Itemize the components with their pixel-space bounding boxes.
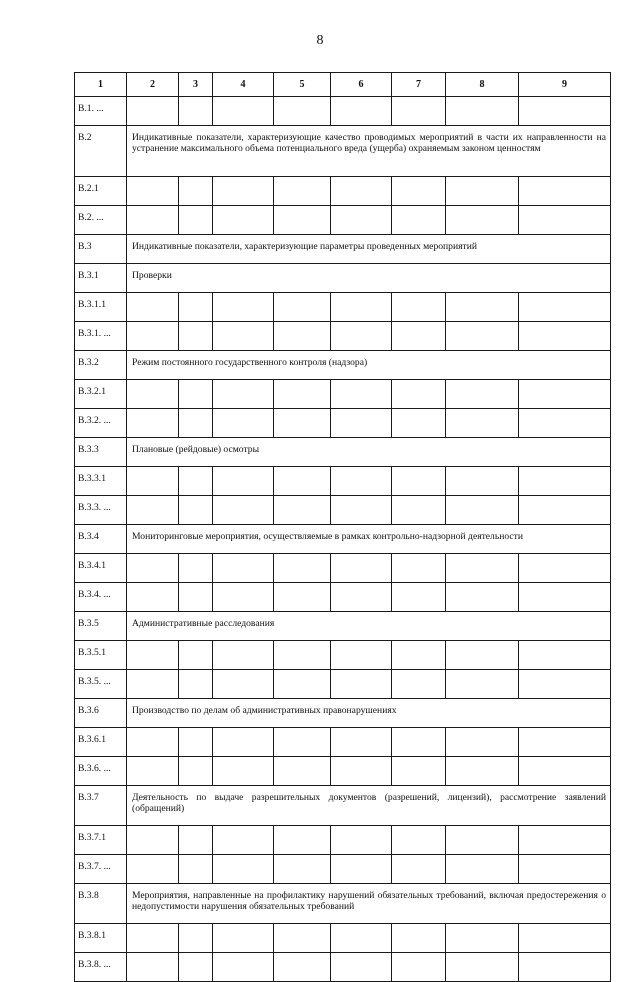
table-cell <box>274 953 331 982</box>
row-code: В.3.8 <box>75 884 127 924</box>
table-row <box>75 641 611 670</box>
table-cell <box>179 826 213 855</box>
table-cell <box>331 177 392 206</box>
table-cell <box>213 670 274 699</box>
table-cell <box>213 757 274 786</box>
table-cell <box>446 924 519 953</box>
table-cell <box>519 322 611 351</box>
page-number: 8 <box>316 33 324 48</box>
table-cell <box>519 924 611 953</box>
table-cell <box>331 380 392 409</box>
section-title: Индикативные показатели, характеризующие качество проводимых мероприятий в части их направленности на устранение максимального объема потенциального вреда (ущерба) охраняемым законом ценностям <box>127 126 611 177</box>
section-row <box>75 438 611 467</box>
table-cell <box>274 855 331 884</box>
table-cell <box>274 641 331 670</box>
column-header: 6 <box>331 73 392 97</box>
table-cell <box>127 728 179 757</box>
row-code: В.3.5 <box>75 612 127 641</box>
row-code: В.1. ... <box>75 97 127 126</box>
table-cell <box>213 496 274 525</box>
table-cell <box>179 641 213 670</box>
row-code: В.3.3. ... <box>75 496 127 525</box>
table-cell <box>179 322 213 351</box>
row-code: В.3.3.1 <box>75 467 127 496</box>
table-cell <box>392 380 446 409</box>
table-cell <box>519 670 611 699</box>
table-cell <box>274 583 331 612</box>
indicators-table <box>74 72 611 982</box>
table-cell <box>446 322 519 351</box>
table-cell <box>519 380 611 409</box>
table-cell <box>446 409 519 438</box>
column-header: 4 <box>213 73 274 97</box>
table-cell <box>519 554 611 583</box>
table-cell <box>127 467 179 496</box>
table-cell <box>331 728 392 757</box>
table-cell <box>274 97 331 126</box>
table-cell <box>179 206 213 235</box>
table-cell <box>331 293 392 322</box>
table-cell <box>274 826 331 855</box>
table-cell <box>213 826 274 855</box>
table-cell <box>331 322 392 351</box>
table-cell <box>213 177 274 206</box>
table-cell <box>392 728 446 757</box>
table-cell <box>331 826 392 855</box>
table-row <box>75 924 611 953</box>
table-cell <box>179 757 213 786</box>
table-body <box>75 73 611 982</box>
table-cell <box>274 496 331 525</box>
row-code: В.2.1 <box>75 177 127 206</box>
section-row <box>75 351 611 380</box>
table-cell <box>127 409 179 438</box>
row-code: В.3.7 <box>75 786 127 826</box>
table-cell <box>446 380 519 409</box>
section-title: Деятельность по выдаче разрешительных документов (разрешений, лицензий), рассмотрение заявлений (обращений) <box>127 786 611 826</box>
section-row <box>75 525 611 554</box>
table-cell <box>519 177 611 206</box>
table-cell <box>446 670 519 699</box>
table-cell <box>519 757 611 786</box>
table-cell <box>213 924 274 953</box>
table-cell <box>392 322 446 351</box>
table-cell <box>392 826 446 855</box>
table-cell <box>446 554 519 583</box>
table-cell <box>127 177 179 206</box>
table-cell <box>392 409 446 438</box>
row-code: В.3.4 <box>75 525 127 554</box>
table-cell <box>274 293 331 322</box>
row-code: В.3.6.1 <box>75 728 127 757</box>
table-cell <box>127 757 179 786</box>
table-row <box>75 177 611 206</box>
section-title: Производство по делам об административных правонарушениях <box>127 699 611 728</box>
table-row <box>75 97 611 126</box>
table-cell <box>331 97 392 126</box>
table-cell <box>392 496 446 525</box>
row-code: В.3.6 <box>75 699 127 728</box>
table-cell <box>519 855 611 884</box>
table-cell <box>179 380 213 409</box>
row-code: В.3.4.1 <box>75 554 127 583</box>
table-cell <box>274 670 331 699</box>
section-title: Проверки <box>127 264 611 293</box>
table-cell <box>179 177 213 206</box>
row-code: В.3.1 <box>75 264 127 293</box>
table-cell <box>127 322 179 351</box>
table-cell <box>274 206 331 235</box>
table-cell <box>446 757 519 786</box>
row-code: В.3.5. ... <box>75 670 127 699</box>
table-cell <box>213 293 274 322</box>
row-code: В.3.2.1 <box>75 380 127 409</box>
table-cell <box>274 757 331 786</box>
table-cell <box>519 728 611 757</box>
table-cell <box>274 467 331 496</box>
table-cell <box>179 924 213 953</box>
column-header: 5 <box>274 73 331 97</box>
table-cell <box>392 641 446 670</box>
section-row <box>75 884 611 924</box>
table-cell <box>331 757 392 786</box>
table-cell <box>213 322 274 351</box>
table-cell <box>392 554 446 583</box>
row-code: В.3.2. ... <box>75 409 127 438</box>
section-title: Индикативные показатели, характеризующие параметры проведенных мероприятий <box>127 235 611 264</box>
table-cell <box>179 409 213 438</box>
table-cell <box>213 953 274 982</box>
table-cell <box>179 670 213 699</box>
table-cell <box>392 206 446 235</box>
table-row <box>75 409 611 438</box>
table-cell <box>519 467 611 496</box>
section-row <box>75 699 611 728</box>
row-code: В.3.1.1 <box>75 293 127 322</box>
table-row <box>75 953 611 982</box>
table-row <box>75 583 611 612</box>
row-code: В.3.7.1 <box>75 826 127 855</box>
section-title: Мероприятия, направленные на профилактику нарушений обязательных требований, включая предостережения о недопустимости нарушения обязательных требований <box>127 884 611 924</box>
table-cell <box>331 206 392 235</box>
table-cell <box>213 641 274 670</box>
table-cell <box>446 641 519 670</box>
table-cell <box>392 293 446 322</box>
table-row <box>75 855 611 884</box>
table-cell <box>213 97 274 126</box>
table-cell <box>179 496 213 525</box>
row-code: В.3.3 <box>75 438 127 467</box>
table-cell <box>179 855 213 884</box>
table-cell <box>127 924 179 953</box>
row-code: В.3.8. ... <box>75 953 127 982</box>
table-cell <box>392 757 446 786</box>
row-code: В.3.8.1 <box>75 924 127 953</box>
table-cell <box>179 97 213 126</box>
table-header-row <box>75 73 611 97</box>
table-cell <box>331 641 392 670</box>
table-row <box>75 380 611 409</box>
table-cell <box>213 409 274 438</box>
table-row <box>75 496 611 525</box>
table-cell <box>179 293 213 322</box>
table-cell <box>331 670 392 699</box>
table-cell <box>331 467 392 496</box>
table-row <box>75 467 611 496</box>
table-cell <box>392 855 446 884</box>
section-row <box>75 786 611 826</box>
table-cell <box>446 97 519 126</box>
table-cell <box>519 293 611 322</box>
table-cell <box>274 409 331 438</box>
table-cell <box>446 855 519 884</box>
table-cell <box>331 496 392 525</box>
table-cell <box>446 293 519 322</box>
table-cell <box>127 293 179 322</box>
table-cell <box>213 554 274 583</box>
table-cell <box>127 641 179 670</box>
row-code: В.3.2 <box>75 351 127 380</box>
table-cell <box>446 728 519 757</box>
table-cell <box>127 554 179 583</box>
table-cell <box>331 953 392 982</box>
section-row <box>75 126 611 177</box>
table-cell <box>519 953 611 982</box>
column-header: 9 <box>519 73 611 97</box>
column-header: 8 <box>446 73 519 97</box>
section-row <box>75 235 611 264</box>
table-cell <box>274 554 331 583</box>
table-row <box>75 206 611 235</box>
section-title: Мониторинговые мероприятия, осуществляемые в рамках контрольно-надзорной деятельности <box>127 525 611 554</box>
column-header: 2 <box>127 73 179 97</box>
column-header: 3 <box>179 73 213 97</box>
table-cell <box>179 728 213 757</box>
table-cell <box>446 583 519 612</box>
column-header: 7 <box>392 73 446 97</box>
table-cell <box>127 583 179 612</box>
table-cell <box>446 467 519 496</box>
table-cell <box>519 97 611 126</box>
table-cell <box>274 728 331 757</box>
table-row <box>75 293 611 322</box>
table-cell <box>127 206 179 235</box>
table-cell <box>274 380 331 409</box>
row-code: В.2. ... <box>75 206 127 235</box>
table-cell <box>127 670 179 699</box>
table-cell <box>179 583 213 612</box>
table-cell <box>274 924 331 953</box>
table-cell <box>213 583 274 612</box>
table-cell <box>331 924 392 953</box>
table-cell <box>392 924 446 953</box>
table-row <box>75 826 611 855</box>
table-cell <box>127 953 179 982</box>
table-cell <box>519 826 611 855</box>
table-cell <box>179 953 213 982</box>
table-cell <box>519 409 611 438</box>
section-row <box>75 612 611 641</box>
table-cell <box>392 670 446 699</box>
row-code: В.3.5.1 <box>75 641 127 670</box>
table-row <box>75 322 611 351</box>
table-cell <box>213 855 274 884</box>
row-code: В.2 <box>75 126 127 177</box>
table-cell <box>519 641 611 670</box>
table-cell <box>213 467 274 496</box>
table-cell <box>446 206 519 235</box>
table-row <box>75 670 611 699</box>
table-cell <box>331 554 392 583</box>
row-code: В.3.4. ... <box>75 583 127 612</box>
table-row <box>75 554 611 583</box>
table-cell <box>127 826 179 855</box>
section-row <box>75 264 611 293</box>
table-cell <box>274 177 331 206</box>
table-cell <box>392 583 446 612</box>
table-cell <box>213 728 274 757</box>
table-cell <box>446 953 519 982</box>
table-cell <box>274 322 331 351</box>
section-title: Режим постоянного государственного контроля (надзора) <box>127 351 611 380</box>
table-row <box>75 757 611 786</box>
table-cell <box>331 583 392 612</box>
table-cell <box>179 467 213 496</box>
table-cell <box>392 467 446 496</box>
table-cell <box>127 855 179 884</box>
table-cell <box>446 826 519 855</box>
row-code: В.3 <box>75 235 127 264</box>
table-cell <box>446 496 519 525</box>
column-header: 1 <box>75 73 127 97</box>
table-cell <box>331 855 392 884</box>
table-cell <box>179 554 213 583</box>
table-cell <box>127 496 179 525</box>
row-code: В.3.7. ... <box>75 855 127 884</box>
table-cell <box>213 380 274 409</box>
table-cell <box>213 206 274 235</box>
table-cell <box>392 97 446 126</box>
section-title: Административные расследования <box>127 612 611 641</box>
table-cell <box>331 409 392 438</box>
table-cell <box>446 177 519 206</box>
table-cell <box>392 953 446 982</box>
row-code: В.3.6. ... <box>75 757 127 786</box>
row-code: В.3.1. ... <box>75 322 127 351</box>
table-cell <box>519 496 611 525</box>
table-cell <box>519 206 611 235</box>
table-cell <box>519 583 611 612</box>
section-title: Плановые (рейдовые) осмотры <box>127 438 611 467</box>
table-cell <box>127 97 179 126</box>
table-row <box>75 728 611 757</box>
table-cell <box>127 380 179 409</box>
table-cell <box>392 177 446 206</box>
